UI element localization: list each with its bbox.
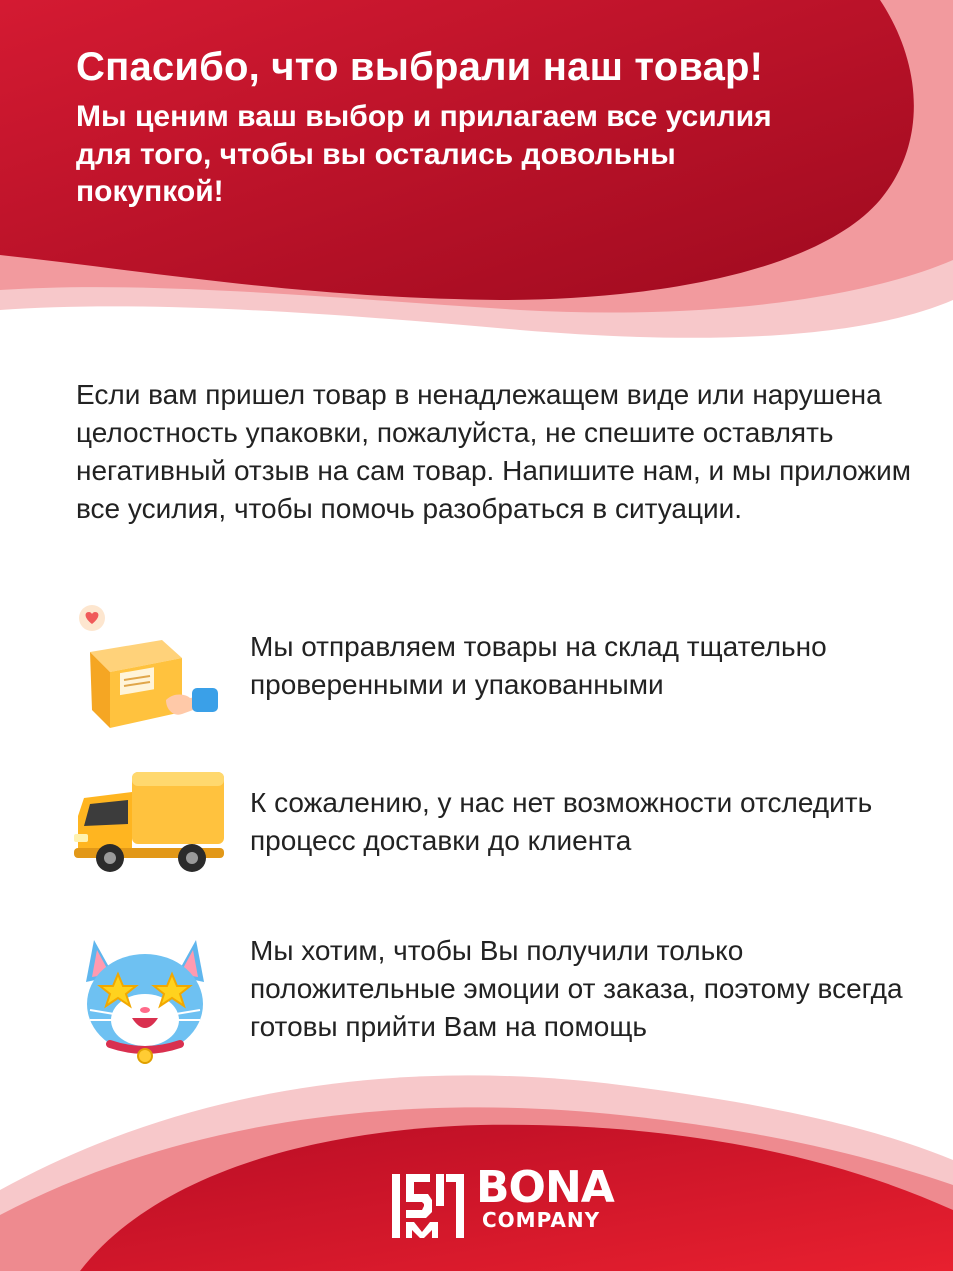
feature-text: К сожалению, у нас нет возможности отследить процесс доставки до клиента — [250, 787, 873, 856]
package-delivery-icon — [70, 600, 220, 750]
feature-text: Мы отправляем товары на склад тщательно проверенными и упакованными — [250, 631, 827, 700]
feature-text: Мы хотим, чтобы Вы получили только положительные эмоции от заказа, поэтому всегда готовы прийти Вам на помощь — [250, 935, 903, 1042]
feature-item-packaging — [70, 600, 950, 750]
logo-brand: BONA — [476, 1162, 614, 1213]
company-logo — [388, 1162, 648, 1242]
delivery-truck-icon — [70, 768, 220, 918]
page-title: Спасибо, что выбрали наш товар! — [76, 45, 764, 89]
logo-subtitle: COMPANY — [482, 1208, 601, 1232]
notice-paragraph: Если вам пришел товар в ненадлежащем виде или нарушена целостность упаковки, пожалуйста, не спешите оставлять негативный отзыв на сам товар. Напишите нам, и мы приложим все усилия, чтобы помочь разобраться в ситуации. — [76, 379, 911, 524]
header — [76, 44, 896, 211]
page-subtitle: Мы ценим ваш выбор и прилагаем все усилия для того, чтобы вы остались довольны покупкой! — [76, 100, 772, 208]
logo-mark-icon — [388, 1166, 468, 1242]
happy-cat-icon — [70, 930, 220, 1080]
feature-item-support — [70, 930, 950, 1080]
feature-item-delivery — [70, 768, 950, 918]
